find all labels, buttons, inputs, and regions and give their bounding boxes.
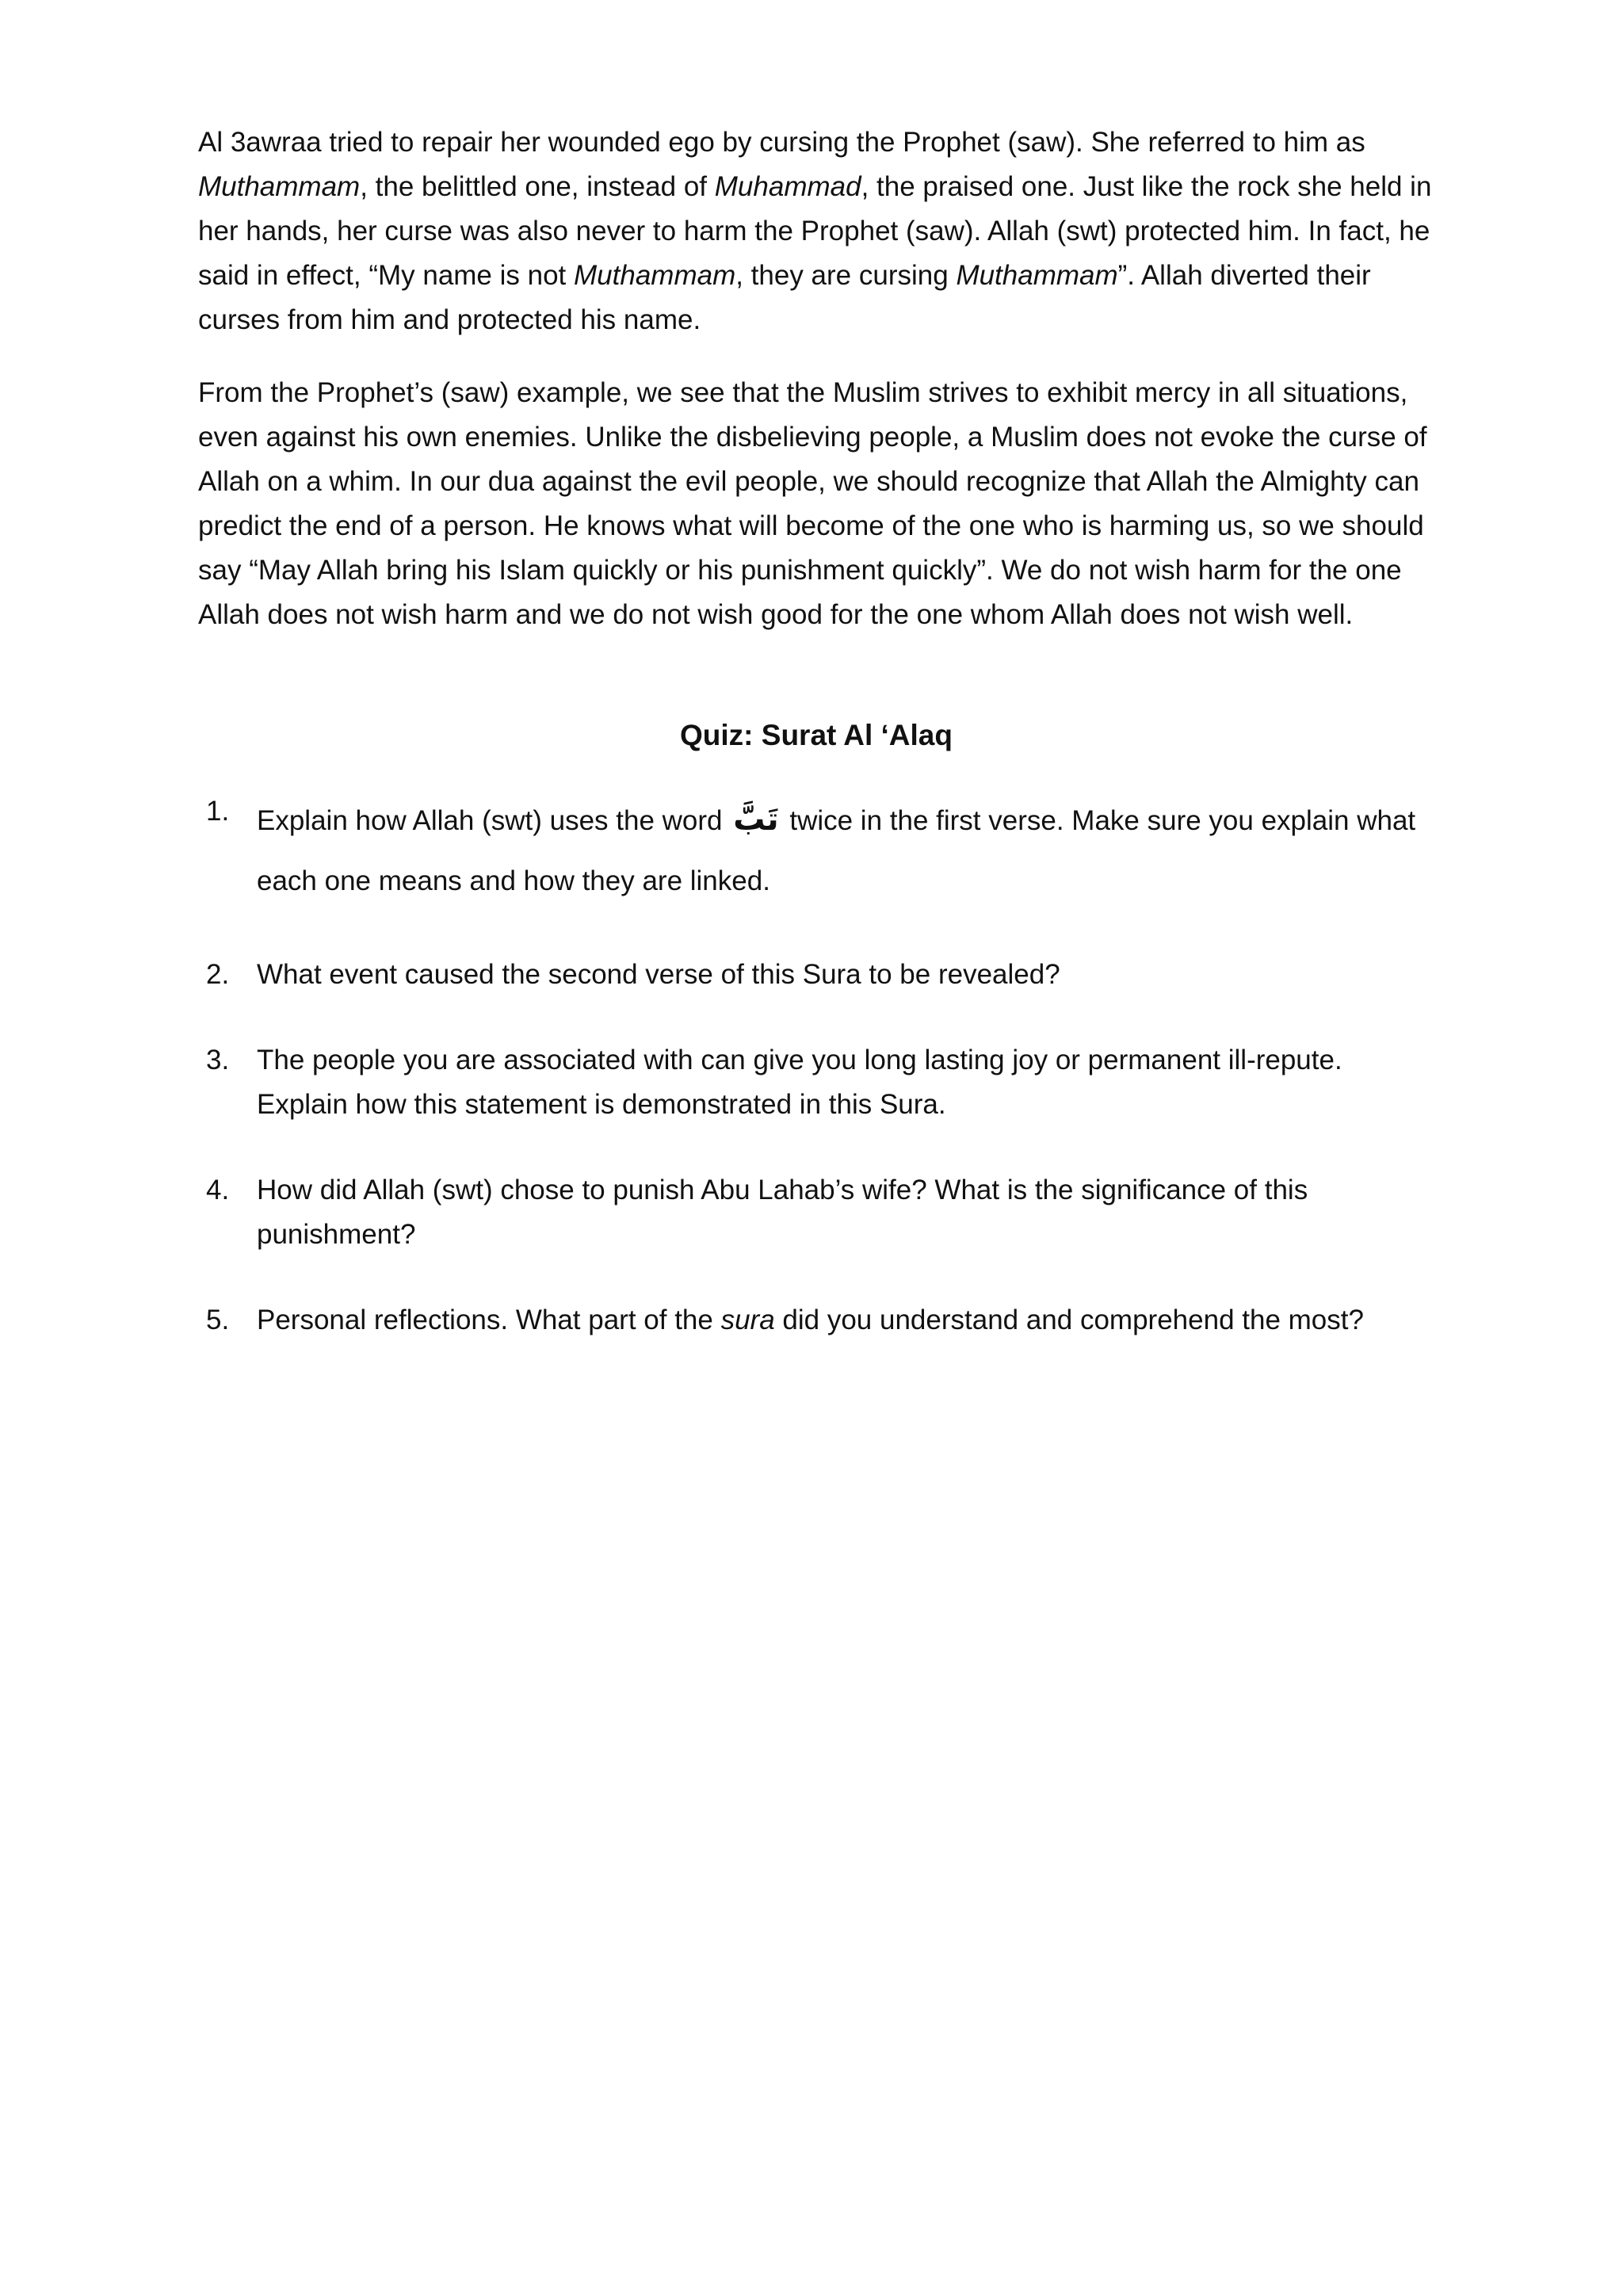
text-run: , they are cursing [735,260,957,291]
text-run: Personal reflections. What part of the [257,1305,721,1335]
question-text: The people you are associated with can give you long lasting joy or permanent ill-repute. Explain how this statement is demonstrated in this Sura. [257,1045,1342,1120]
text-run: Al 3awraa tried to repair her wounded ego by cursing the Prophet (saw). She referred to him as [198,127,1365,158]
text-run: Explain how Allah (swt) uses the word [257,805,723,836]
text-run: , the praised one. Just like the rock she held in her hands, her curse was also never to harm the Prophet (saw). Allah (swt) protected him. In fact, he said in effect, “My name is not [198,171,1432,291]
paragraph-al-3awraa [198,120,1434,342]
quiz-question-2 [198,953,1434,997]
quiz-title: Quiz: Surat Al ‘Alaq [680,719,953,751]
quiz-question-1 [198,789,1434,911]
question-number: 3. [206,1045,230,1075]
italic-term: Muhammad [714,171,861,202]
text-run: ”. Allah diverted their curses from him and protected his name. [198,260,1371,335]
quiz-list [198,789,1434,1343]
question-text [257,1305,1364,1335]
italic-term: Muthammam [956,260,1118,291]
quiz-question-3 [198,1038,1434,1127]
question-number: 5. [206,1305,230,1335]
question-text: How did Allah (swt) chose to punish Abu Lahab’s wife? What is the significance of this punishment? [257,1175,1308,1250]
text-run: twice in the first verse. Make sure you explain what each one means and how they are linked. [257,805,1416,896]
arabic-word: تَبَّ [733,801,779,838]
quiz-question-4 [198,1168,1434,1257]
italic-term: sura [720,1305,775,1335]
page-content [198,120,1434,1384]
question-text [257,801,1416,896]
question-number: 2. [206,959,230,990]
text-run: did you understand and comprehend the most? [774,1305,1364,1335]
italic-term: Muthammam [198,171,361,202]
question-number: 1. [206,796,230,827]
question-text: What event caused the second verse of this Sura to be revealed? [257,959,1060,990]
paragraph-prophet-example: From the Prophet’s (saw) example, we see that the Muslim strives to exhibit mercy in all situations, even against his own enemies. Unlike the disbelieving people, a Muslim does not evoke the curse of Allah on a whim. In our dua against the evil people, we should recognize that Allah the Almighty can predict the end of a person. He knows what will become of the one who is harming us, so we should say “May Allah bring his Islam quickly or his punishment quickly”. We do not wish harm for the one Allah does not wish harm and we do not wish good for the one whom Allah does not wish well. [198,377,1427,630]
text-run: , the belittled one, instead of [360,171,715,202]
question-number: 4. [206,1175,230,1205]
quiz-question-5 [198,1298,1434,1343]
italic-term: Muthammam [574,260,736,291]
